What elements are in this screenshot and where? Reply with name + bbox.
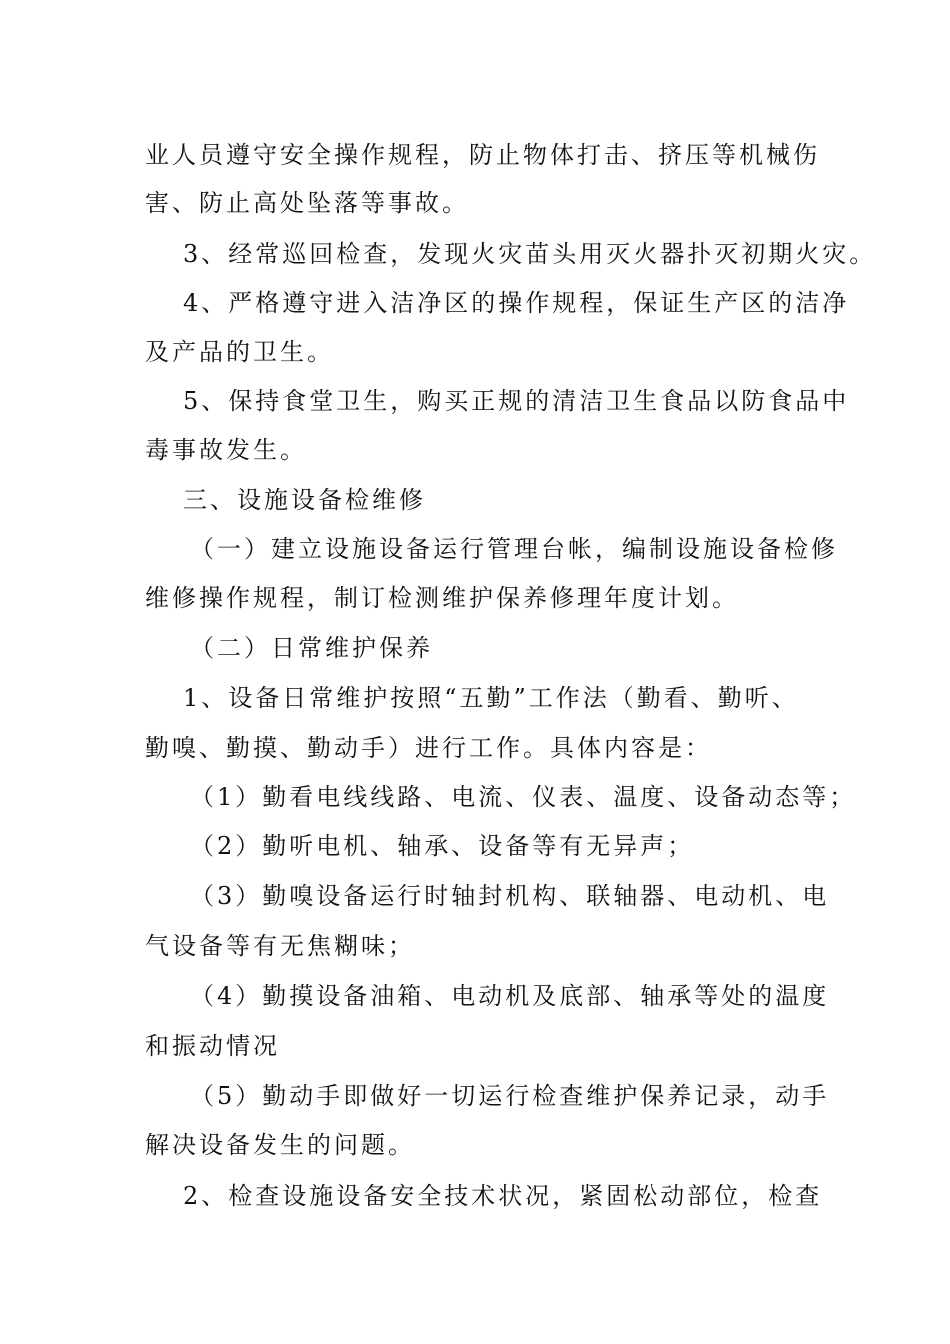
subsection-heading: （二）日常维护保养 [190,634,433,662]
text-line: 业人员遵守安全操作规程，防止物体打击、挤压等机械伤 [145,141,820,169]
text-line: 毒事故发生。 [145,436,307,464]
text-line: 4、严格遵守进入洁净区的操作规程，保证生产区的洁净 [183,289,850,317]
text-line: 和振动情况 [145,1032,280,1060]
text-line: （一）建立设施设备运行管理台帐，编制设施设备检修 [190,535,838,563]
text-line: 及产品的卫生。 [145,338,334,366]
section-heading: 三、设施设备检维修 [183,486,426,514]
text-line: 3、经常巡回检查，发现火灾苗头用灭火器扑灭初期火灾。 [183,240,877,268]
text-line: 5、保持食堂卫生，购买正规的清洁卫生食品以防食品中 [183,387,850,415]
text-line: 勤嗅、勤摸、勤动手）进行工作。具体内容是： [145,734,712,762]
text-line: 维修操作规程，制订检测维护保养修理年度计划。 [145,584,739,612]
text-line: 解决设备发生的问题。 [145,1131,415,1159]
text-line: 2、检查设施设备安全技术状况，紧固松动部位，检查 [183,1182,823,1210]
text-line: 气设备等有无焦糊味； [145,932,415,960]
text-line: （2）勤听电机、轴承、设备等有无异声； [190,832,695,860]
text-line: （5）勤动手即做好一切运行检查维护保养记录，动手 [190,1082,830,1110]
text-line: （1）勤看电线线路、电流、仪表、温度、设备动态等； [190,783,857,811]
text-line: 害、防止高处坠落等事故。 [145,189,469,217]
text-line: （3）勤嗅设备运行时轴封机构、联轴器、电动机、电 [190,882,830,910]
text-line: 1、设备日常维护按照“五勤”工作法（勤看、勤听、 [183,684,799,712]
text-line: （4）勤摸设备油箱、电动机及底部、轴承等处的温度 [190,982,830,1010]
